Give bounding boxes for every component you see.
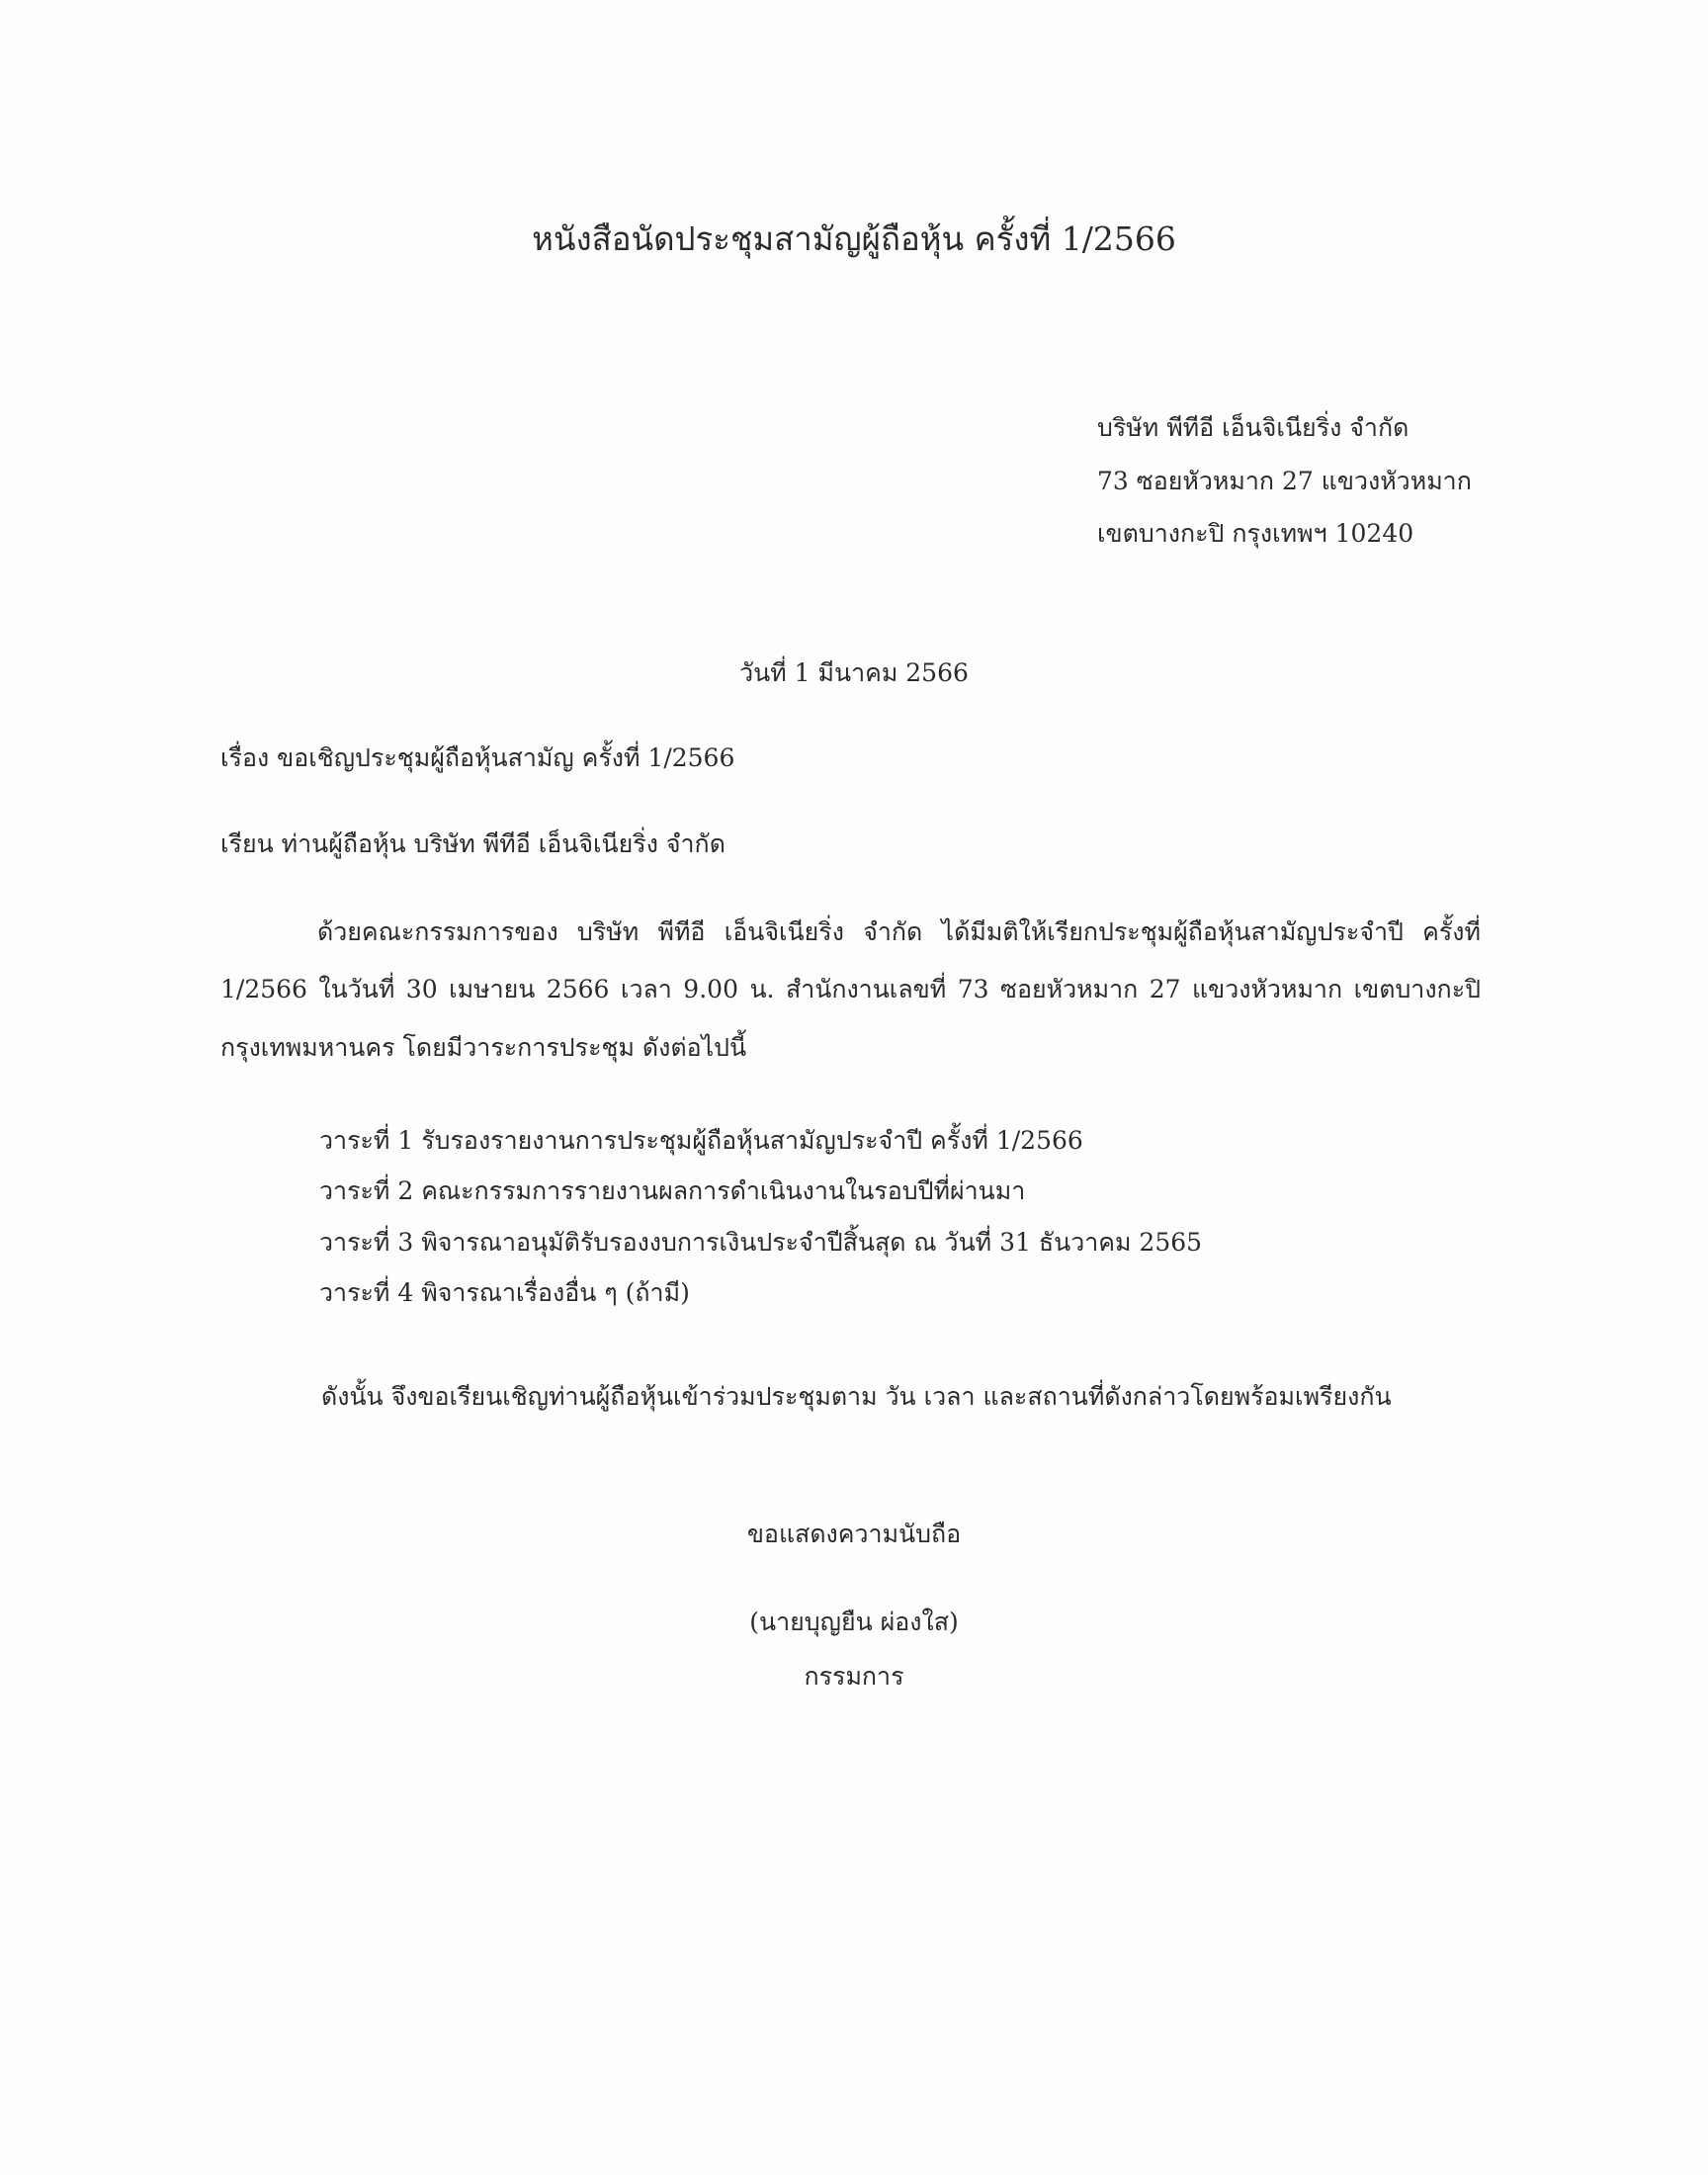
signer-position: กรรมการ	[804, 1662, 904, 1691]
agenda-item-4: วาระที่ 4 พิจารณาเรื่องอื่น ๆ (ถ้ามี)	[319, 1278, 690, 1307]
sender-company: บริษัท พีทีอี เอ็นจิเนียริ่ง จำกัด	[1097, 413, 1409, 442]
agenda-item-1: วาระที่ 1 รับรองรายงานการประชุมผู้ถือหุ้นสามัญประจำปี ครั้งที่ 1/2566	[319, 1126, 1083, 1155]
body-line-2: 1/2566 ในวันที่ 30 เมษายน 2566 เวลา 9.00 น. สำนักงานเลขที่ 73 ซอยหัวหมาก 27 แขวงหัวหมาก เขตบางกะปิ	[220, 975, 1481, 1003]
sender-address-line1: 73 ซอยหัวหมาก 27 แขวงหัวหมาก	[1097, 467, 1472, 495]
body-line-1: ด้วยคณะกรรมการของ บริษัท พีทีอี เอ็นจิเนียริ่ง จำกัด ได้มีมติให้เรียกประชุมผู้ถือหุ้นสามัญประจำปี ครั้งที่	[317, 917, 1481, 946]
letter-subject: เรื่อง ขอเชิญประชุมผู้ถือหุ้นสามัญ ครั้งที่ 1/2566	[220, 743, 735, 772]
letter-date: วันที่ 1 มีนาคม 2566	[739, 658, 969, 687]
letter-recipient: เรียน ท่านผู้ถือหุ้น บริษัท พีทีอี เอ็นจิเนียริ่ง จำกัด	[220, 829, 726, 858]
body-line-3: กรุงเทพมหานคร โดยมีวาระการประชุม ดังต่อไปนี้	[220, 1033, 747, 1062]
document-title: หนังสือนัดประชุมสามัญผู้ถือหุ้น ครั้งที่ 1/2566	[532, 219, 1176, 258]
complimentary-close: ขอแสดงความนับถือ	[746, 1520, 962, 1548]
agenda-item-3: วาระที่ 3 พิจารณาอนุมัติรับรองงบการเงินประจำปีสิ้นสุด ณ วันที่ 31 ธันวาคม 2565	[319, 1228, 1203, 1257]
sender-address-line2: เขตบางกะปิ กรุงเทพฯ 10240	[1097, 519, 1414, 548]
agenda-item-2: วาระที่ 2 คณะกรรมการรายงานผลการดำเนินงานในรอบปีที่ผ่านมา	[319, 1176, 1026, 1205]
closing-paragraph: ดังนั้น จึงขอเรียนเชิญท่านผู้ถือหุ้นเข้าร่วมประชุมตาม วัน เวลา และสถานที่ดังกล่าวโดยพร้อมเพรียงกัน	[321, 1382, 1392, 1411]
signer-name: (นายบุญยืน ผ่องใส)	[749, 1608, 959, 1636]
